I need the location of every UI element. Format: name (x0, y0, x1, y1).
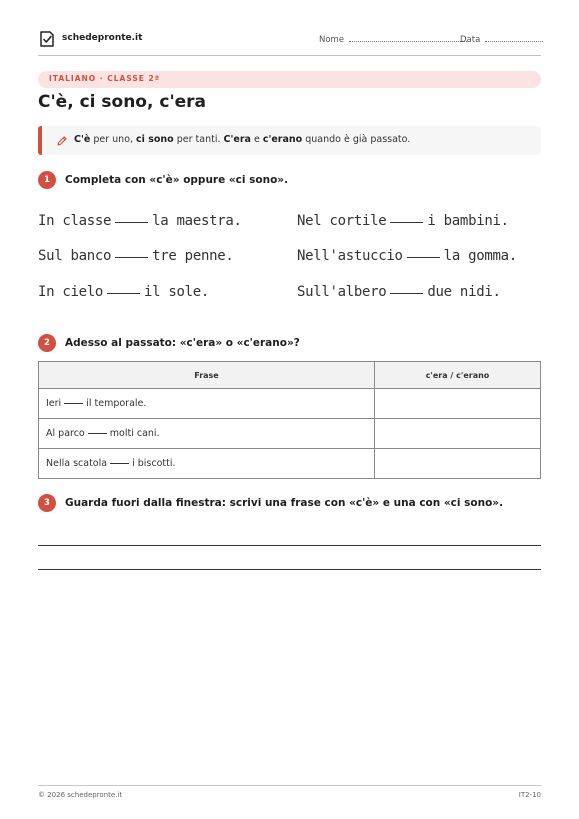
table-row (39, 389, 541, 419)
answer-blank[interactable] (390, 293, 423, 294)
sentence-cell: Nella scatola i biscotti. (39, 449, 375, 479)
answer-blank[interactable] (390, 222, 423, 223)
sentence-cell: Ieri il temporale. (39, 389, 375, 419)
answer-cell[interactable] (375, 389, 541, 419)
column-header: c'era / c'erano (375, 362, 541, 389)
answer-blank[interactable] (115, 257, 148, 258)
name-line[interactable] (349, 41, 469, 42)
answer-blank[interactable] (407, 257, 440, 258)
answer-blank[interactable] (110, 463, 129, 464)
subject-label: ITALIANO · CLASSE 2ª (49, 74, 160, 83)
date-line[interactable] (485, 41, 543, 42)
sentence-cell: Al parco molti cani. (39, 419, 375, 449)
page-footer (38, 785, 541, 799)
section-title: Completa con «c'è» oppure «ci sono». (65, 174, 289, 186)
answer-table (38, 361, 541, 479)
page-header (38, 28, 541, 56)
exercise-sentence: In classe la maestra. (38, 213, 242, 229)
pencil-icon (56, 135, 68, 147)
exercise-sentence: Nel cortile i bambini. (297, 213, 509, 229)
exercise-sentence: Sul banco tre penne. (38, 248, 234, 264)
document-check-icon (38, 30, 56, 48)
footer-copyright: © 2026 schedepronte.it (38, 791, 123, 799)
table-header-row (39, 362, 541, 389)
answer-blank[interactable] (64, 403, 83, 404)
exercise-sentence: Nell'astuccio la gomma. (297, 248, 517, 264)
writing-line[interactable] (38, 569, 541, 570)
exercise-sentence: In cielo il sole. (38, 284, 210, 300)
table-row (39, 419, 541, 449)
section-number: 1 (38, 171, 56, 189)
answer-cell[interactable] (375, 419, 541, 449)
footer-code: IT2-10 (518, 791, 541, 799)
date-label: Data (460, 35, 481, 45)
exercise-sentence: Sull'albero due nidi. (297, 284, 501, 300)
subject-band (38, 71, 541, 88)
rule-text: C'è per uno, ci sono per tanti. C'era e c'erano quando è già passato. (74, 134, 411, 145)
section-title: Guarda fuori dalla finestra: scrivi una frase con «c'è» e una con «ci sono». (65, 497, 504, 509)
column-header: Frase (39, 362, 375, 389)
answer-blank[interactable] (107, 293, 140, 294)
date-field[interactable] (460, 35, 543, 45)
answer-cell[interactable] (375, 449, 541, 479)
answer-blank[interactable] (115, 222, 148, 223)
section-title: Adesso al passato: «c'era» o «c'erano»? (65, 337, 300, 349)
section-number: 2 (38, 334, 56, 352)
writing-line[interactable] (38, 545, 541, 546)
page-title: C'è, ci sono, c'era (38, 92, 207, 112)
brand-name: schedepronte.it (62, 33, 143, 43)
name-label: Nome (319, 35, 345, 45)
section-number: 3 (38, 494, 56, 512)
rule-box (38, 126, 541, 155)
answer-blank[interactable] (88, 433, 107, 434)
name-field[interactable] (319, 35, 469, 45)
table-row (39, 449, 541, 479)
